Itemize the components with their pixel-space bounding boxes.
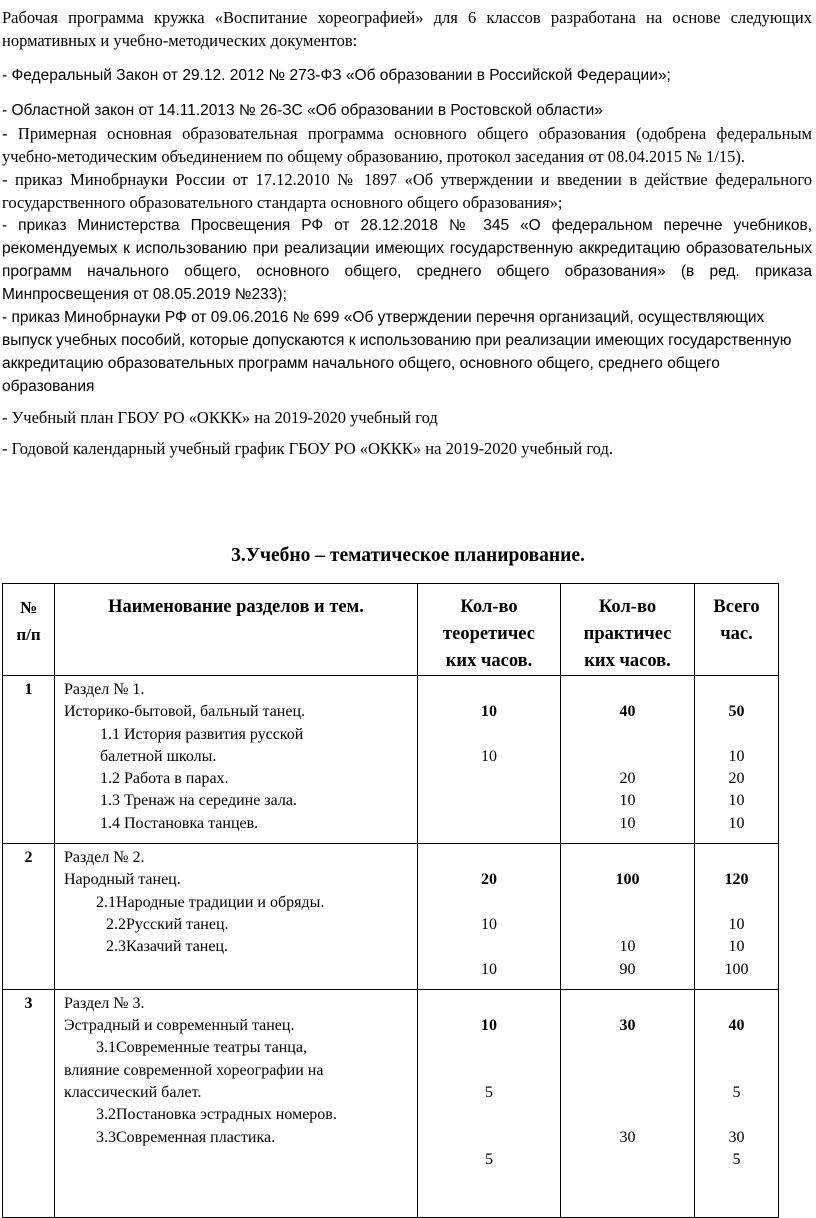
table-row (3, 676, 779, 844)
total-value: 5 (732, 1084, 741, 1102)
row-number: 1 (3, 676, 55, 844)
thematic-plan-table (2, 583, 779, 1218)
row-name-cell (55, 989, 418, 1217)
total-cell (695, 676, 779, 844)
total-cell (695, 844, 779, 990)
practice-total: 30 (619, 1017, 636, 1035)
topic-line: 3.2Постановка эстрадных номеров. (96, 1106, 337, 1124)
practice-total: 100 (615, 871, 640, 889)
topic-line: балетной школы. (100, 747, 217, 765)
total-value: 10 (728, 814, 745, 832)
total-value: 5 (732, 1150, 741, 1168)
practice-value: 10 (619, 792, 636, 810)
theory-value: 10 (481, 960, 497, 978)
section-heading: Народный танец. (64, 871, 181, 889)
section-title: 3.Учебно – тематическое планирование. (231, 545, 585, 566)
theory-cell (418, 989, 561, 1217)
total-value: 10 (728, 747, 745, 765)
row-number: 2 (3, 844, 55, 990)
section-label: Раздел № 1. (64, 681, 145, 698)
section-heading: Эстрадный и современный танец. (64, 1017, 295, 1035)
row-name-cell (55, 676, 418, 844)
header-name: Наименование разделов и тем. (55, 584, 418, 676)
total-sum: 40 (728, 1017, 745, 1035)
total-value: 10 (728, 792, 745, 810)
theory-cell (418, 676, 561, 844)
topic-line: 1.4 Постановка танцев. (100, 814, 259, 832)
document-item: - приказ Министерства Просвещения РФ от 28.12.2018 № 345 «О федеральном перечне учебников, рекомендуемых к использованию при реализации имеющих государственную аккредитацию образовательных программ начального общего, основного общего, среднего общего образования» (в ред. приказа Минпросвещения от 08.05.2019 №233); (2, 217, 812, 303)
row-name-cell (55, 844, 418, 990)
practice-value: 10 (619, 938, 636, 956)
section-heading: Историко-бытовой, бальный танец. (64, 703, 306, 721)
document-item: - Примерная основная образовательная программа основного общего образования (одобрена федеральным учебно-методическим объединением по общему образованию, протокол заседания от 08.04.2015 № 1/15). (2, 124, 812, 166)
total-value: 30 (728, 1128, 745, 1146)
theory-value: 10 (481, 747, 497, 765)
topic-line: 1.3 Тренаж на середине зала. (100, 792, 297, 810)
row-number: 3 (3, 989, 55, 1217)
total-sum: 50 (728, 703, 745, 721)
practice-value: 30 (619, 1128, 636, 1146)
practice-cell (561, 844, 695, 990)
topic-line: 1.2 Работа в парах. (100, 770, 229, 788)
total-value: 20 (728, 770, 745, 788)
practice-total: 40 (619, 703, 636, 721)
header-total: Всего час. (695, 584, 779, 676)
table-row (3, 844, 779, 990)
intro-lead: Рабочая программа кружка «Воспитание хореографией» для 6 классов разработана на основе следующих нормативных и учебно-методических документов: (2, 8, 812, 50)
practice-cell (561, 989, 695, 1217)
intro-block (2, 6, 812, 460)
document-item: - приказ Минобрнауки России от 17.12.2010 № 1897 «Об утверждении и введении в действие федерального государственного образовательного стандарта основного общего образования»; (2, 170, 812, 212)
practice-value: 10 (619, 814, 636, 832)
practice-value: 20 (619, 770, 636, 788)
table-row (3, 989, 779, 1217)
document-item: - Областной закон от 14.11.2013 № 26-ЗС «Об образовании в Ростовской области» (2, 102, 603, 119)
topic-line: влияние современной хореографии на (64, 1061, 324, 1079)
document-item: - Годовой календарный учебный график ГБОУ РО «ОККК» на 2019-2020 учебный год. (2, 439, 613, 458)
topic-line: 2.2Русский танец. (106, 915, 229, 933)
section-label: Раздел № 3. (64, 994, 145, 1012)
theory-cell (418, 844, 561, 990)
topic-line: классический балет. (64, 1084, 202, 1102)
topic-line: 1.1 История развития русской (100, 725, 304, 743)
total-value: 100 (724, 960, 749, 978)
theory-total: 20 (481, 871, 497, 889)
theory-total: 10 (481, 703, 497, 721)
document-item: - приказ Минобрнауки РФ от 09.06.2016 № 699 «Об утверждении перечня организаций, осуществляющих выпуск учебных пособий, которые допускаются к использованию при реализации имеющих государственную аккредитацию образовательных программ начального общего, основного общего, среднего общего образования (2, 309, 792, 395)
practice-cell (561, 676, 695, 844)
theory-value: 5 (485, 1150, 493, 1168)
document-item: - Федеральный Закон от 29.12. 2012 № 273-ФЗ «Об образовании в Российской Федерации»; (2, 67, 671, 84)
table-header-row (3, 584, 779, 676)
header-practice: Кол-во практичес ких часов. (561, 584, 695, 676)
header-theory: Кол-во теоретичес ких часов. (418, 584, 561, 676)
theory-total: 10 (481, 1017, 497, 1035)
theory-value: 5 (485, 1084, 493, 1102)
practice-value: 90 (619, 960, 636, 978)
header-num: № п/п (3, 584, 55, 676)
total-cell (695, 989, 779, 1217)
document-item: - Учебный план ГБОУ РО «ОККК» на 2019-2020 учебный год (2, 408, 438, 427)
section-label: Раздел № 2. (64, 849, 145, 867)
topic-line: 2.3Казачий танец. (106, 938, 229, 956)
topic-line: 3.1Современные театры танца, (96, 1039, 307, 1057)
topic-line: 2.1Народные традиции и обряды. (96, 893, 325, 911)
total-sum: 120 (724, 871, 749, 889)
theory-value: 10 (481, 915, 497, 933)
total-value: 10 (728, 938, 745, 956)
total-value: 10 (728, 915, 745, 933)
topic-line: 3.3Современная пластика. (96, 1128, 276, 1146)
